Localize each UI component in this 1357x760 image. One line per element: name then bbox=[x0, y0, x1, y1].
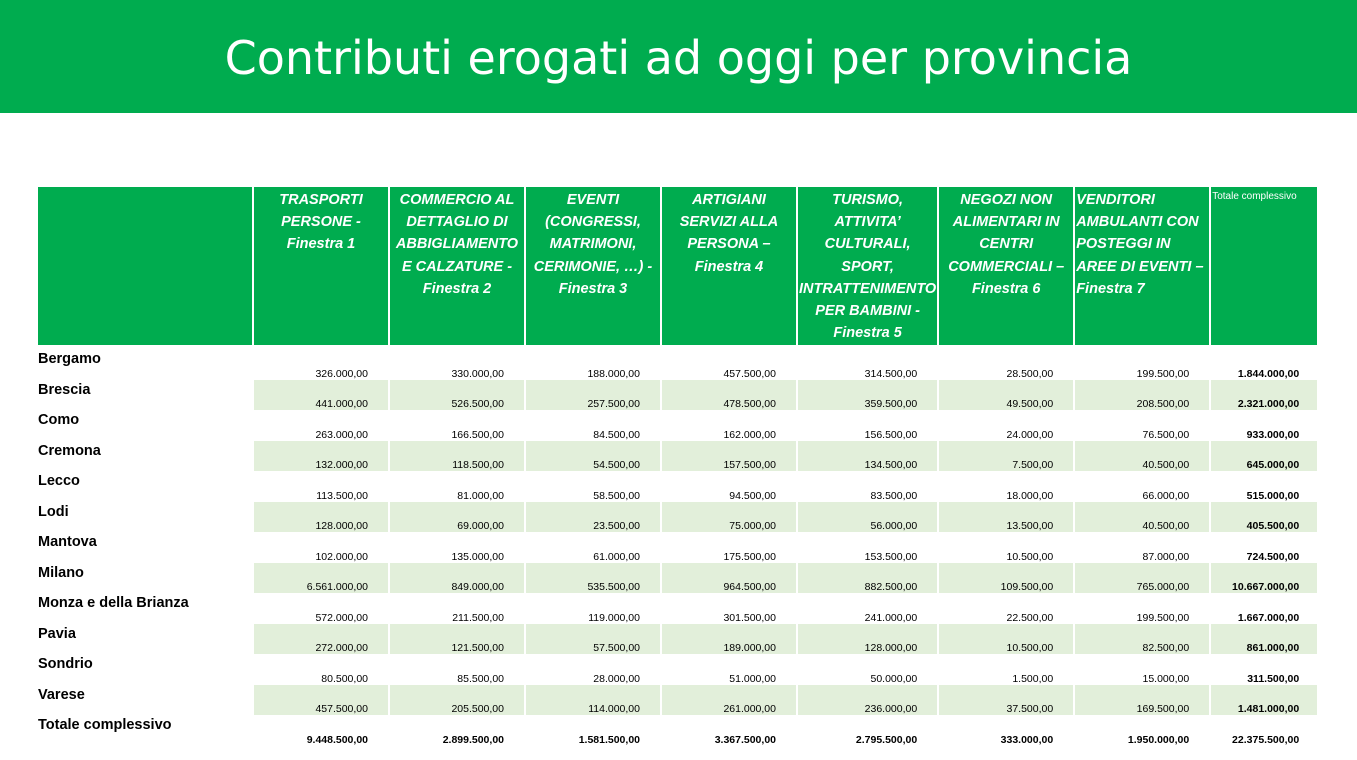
value-cell-finestra-6: 7.500,00 bbox=[938, 441, 1074, 472]
value-cell-finestra-2: 121.500,00 bbox=[389, 624, 525, 655]
value-cell-finestra-7: 76.500,00 bbox=[1074, 410, 1210, 441]
row-total-cell: 2.321.000,00 bbox=[1210, 380, 1317, 411]
value-cell-finestra-2: 849.000,00 bbox=[389, 563, 525, 594]
value-cell-finestra-4: 3.367.500,00 bbox=[661, 715, 797, 746]
value-cell-finestra-4: 175.500,00 bbox=[661, 532, 797, 563]
row-total-cell: 1.481.000,00 bbox=[1210, 685, 1317, 716]
value-cell-finestra-4: 301.500,00 bbox=[661, 593, 797, 624]
value-cell-finestra-4: 162.000,00 bbox=[661, 410, 797, 441]
value-cell-finestra-2: 81.000,00 bbox=[389, 471, 525, 502]
value-cell-finestra-7: 40.500,00 bbox=[1074, 502, 1210, 533]
table-row bbox=[38, 502, 1317, 533]
province-name: Bergamo bbox=[38, 345, 253, 380]
value-cell-finestra-5: 314.500,00 bbox=[797, 345, 938, 380]
value-cell-finestra-4: 51.000,00 bbox=[661, 654, 797, 685]
value-cell-finestra-1: 128.000,00 bbox=[253, 502, 389, 533]
value-cell-finestra-4: 75.000,00 bbox=[661, 502, 797, 533]
row-total-cell: 645.000,00 bbox=[1210, 441, 1317, 472]
value-cell-finestra-3: 257.500,00 bbox=[525, 380, 661, 411]
row-total-cell: 724.500,00 bbox=[1210, 532, 1317, 563]
value-cell-finestra-5: 83.500,00 bbox=[797, 471, 938, 502]
value-cell-finestra-1: 326.000,00 bbox=[253, 345, 389, 380]
value-cell-finestra-6: 333.000,00 bbox=[938, 715, 1074, 746]
value-cell-finestra-2: 118.500,00 bbox=[389, 441, 525, 472]
province-name: Cremona bbox=[38, 441, 253, 472]
value-cell-finestra-7: 15.000,00 bbox=[1074, 654, 1210, 685]
header-finestra-7: VENDITORI AMBULANTI CON POSTEGGI IN AREE DI EVENTI – Finestra 7 bbox=[1074, 187, 1210, 345]
value-cell-finestra-6: 37.500,00 bbox=[938, 685, 1074, 716]
value-cell-finestra-4: 94.500,00 bbox=[661, 471, 797, 502]
total-row bbox=[38, 715, 1317, 746]
province-name: Pavia bbox=[38, 624, 253, 655]
row-total-cell: 515.000,00 bbox=[1210, 471, 1317, 502]
value-cell-finestra-7: 765.000,00 bbox=[1074, 563, 1210, 594]
row-total-cell: 1.844.000,00 bbox=[1210, 345, 1317, 380]
province-name: Brescia bbox=[38, 380, 253, 411]
header-finestra-3: EVENTI (CONGRESSI, MATRIMONI, CERIMONIE, …) - Finestra 3 bbox=[525, 187, 661, 345]
header-finestra-2: COMMERCIO AL DETTAGLIO DI ABBIGLIAMENTO E CALZATURE - Finestra 2 bbox=[389, 187, 525, 345]
value-cell-finestra-4: 457.500,00 bbox=[661, 345, 797, 380]
value-cell-finestra-3: 57.500,00 bbox=[525, 624, 661, 655]
value-cell-finestra-1: 263.000,00 bbox=[253, 410, 389, 441]
value-cell-finestra-1: 441.000,00 bbox=[253, 380, 389, 411]
header-province bbox=[38, 187, 253, 345]
row-total-cell: 311.500,00 bbox=[1210, 654, 1317, 685]
table-header-row bbox=[38, 187, 1317, 345]
row-total-cell: 22.375.500,00 bbox=[1210, 715, 1317, 746]
value-cell-finestra-1: 457.500,00 bbox=[253, 685, 389, 716]
value-cell-finestra-4: 964.500,00 bbox=[661, 563, 797, 594]
value-cell-finestra-1: 80.500,00 bbox=[253, 654, 389, 685]
value-cell-finestra-1: 272.000,00 bbox=[253, 624, 389, 655]
value-cell-finestra-7: 82.500,00 bbox=[1074, 624, 1210, 655]
value-cell-finestra-3: 114.000,00 bbox=[525, 685, 661, 716]
province-name: Mantova bbox=[38, 532, 253, 563]
value-cell-finestra-4: 261.000,00 bbox=[661, 685, 797, 716]
table-row bbox=[38, 441, 1317, 472]
value-cell-finestra-6: 24.000,00 bbox=[938, 410, 1074, 441]
value-cell-finestra-3: 535.500,00 bbox=[525, 563, 661, 594]
value-cell-finestra-7: 199.500,00 bbox=[1074, 345, 1210, 380]
value-cell-finestra-7: 199.500,00 bbox=[1074, 593, 1210, 624]
table-row bbox=[38, 654, 1317, 685]
value-cell-finestra-3: 54.500,00 bbox=[525, 441, 661, 472]
value-cell-finestra-2: 166.500,00 bbox=[389, 410, 525, 441]
value-cell-finestra-5: 2.795.500,00 bbox=[797, 715, 938, 746]
value-cell-finestra-7: 66.000,00 bbox=[1074, 471, 1210, 502]
value-cell-finestra-2: 135.000,00 bbox=[389, 532, 525, 563]
value-cell-finestra-1: 572.000,00 bbox=[253, 593, 389, 624]
value-cell-finestra-5: 50.000,00 bbox=[797, 654, 938, 685]
header-total: Totale complessivo bbox=[1210, 187, 1317, 345]
value-cell-finestra-3: 58.500,00 bbox=[525, 471, 661, 502]
value-cell-finestra-3: 28.000,00 bbox=[525, 654, 661, 685]
value-cell-finestra-4: 189.000,00 bbox=[661, 624, 797, 655]
value-cell-finestra-2: 330.000,00 bbox=[389, 345, 525, 380]
value-cell-finestra-5: 134.500,00 bbox=[797, 441, 938, 472]
province-name: Lecco bbox=[38, 471, 253, 502]
value-cell-finestra-6: 109.500,00 bbox=[938, 563, 1074, 594]
header-finestra-4: ARTIGIANI SERVIZI ALLA PERSONA – Finestra 4 bbox=[661, 187, 797, 345]
value-cell-finestra-5: 56.000,00 bbox=[797, 502, 938, 533]
table-row bbox=[38, 471, 1317, 502]
value-cell-finestra-5: 156.500,00 bbox=[797, 410, 938, 441]
province-name: Monza e della Brianza bbox=[38, 593, 253, 624]
table-row bbox=[38, 624, 1317, 655]
row-total-cell: 10.667.000,00 bbox=[1210, 563, 1317, 594]
value-cell-finestra-2: 69.000,00 bbox=[389, 502, 525, 533]
value-cell-finestra-7: 1.950.000,00 bbox=[1074, 715, 1210, 746]
value-cell-finestra-2: 526.500,00 bbox=[389, 380, 525, 411]
province-name: Milano bbox=[38, 563, 253, 594]
header-finestra-5: TURISMO, ATTIVITA’ CULTURALI, SPORT, INTRATTENIMENTO PER BAMBINI - Finestra 5 bbox=[797, 187, 938, 345]
value-cell-finestra-6: 10.500,00 bbox=[938, 532, 1074, 563]
value-cell-finestra-5: 236.000,00 bbox=[797, 685, 938, 716]
value-cell-finestra-1: 6.561.000,00 bbox=[253, 563, 389, 594]
value-cell-finestra-6: 10.500,00 bbox=[938, 624, 1074, 655]
value-cell-finestra-5: 882.500,00 bbox=[797, 563, 938, 594]
value-cell-finestra-5: 241.000,00 bbox=[797, 593, 938, 624]
table-row bbox=[38, 563, 1317, 594]
table-row bbox=[38, 380, 1317, 411]
value-cell-finestra-3: 119.000,00 bbox=[525, 593, 661, 624]
value-cell-finestra-5: 128.000,00 bbox=[797, 624, 938, 655]
value-cell-finestra-6: 49.500,00 bbox=[938, 380, 1074, 411]
value-cell-finestra-2: 211.500,00 bbox=[389, 593, 525, 624]
value-cell-finestra-5: 359.500,00 bbox=[797, 380, 938, 411]
table-row bbox=[38, 593, 1317, 624]
value-cell-finestra-6: 13.500,00 bbox=[938, 502, 1074, 533]
value-cell-finestra-1: 102.000,00 bbox=[253, 532, 389, 563]
province-name: Totale complessivo bbox=[38, 715, 253, 746]
value-cell-finestra-1: 132.000,00 bbox=[253, 441, 389, 472]
row-total-cell: 405.500,00 bbox=[1210, 502, 1317, 533]
row-total-cell: 861.000,00 bbox=[1210, 624, 1317, 655]
row-total-cell: 1.667.000,00 bbox=[1210, 593, 1317, 624]
value-cell-finestra-2: 2.899.500,00 bbox=[389, 715, 525, 746]
table-row bbox=[38, 685, 1317, 716]
value-cell-finestra-6: 28.500,00 bbox=[938, 345, 1074, 380]
value-cell-finestra-6: 1.500,00 bbox=[938, 654, 1074, 685]
header-finestra-1: TRASPORTI PERSONE - Finestra 1 bbox=[253, 187, 389, 345]
page-title: Contributi erogati ad oggi per provincia bbox=[224, 31, 1133, 85]
value-cell-finestra-2: 205.500,00 bbox=[389, 685, 525, 716]
row-total-cell: 933.000,00 bbox=[1210, 410, 1317, 441]
value-cell-finestra-6: 22.500,00 bbox=[938, 593, 1074, 624]
value-cell-finestra-4: 157.500,00 bbox=[661, 441, 797, 472]
province-name: Sondrio bbox=[38, 654, 253, 685]
table-row bbox=[38, 532, 1317, 563]
value-cell-finestra-3: 23.500,00 bbox=[525, 502, 661, 533]
value-cell-finestra-7: 208.500,00 bbox=[1074, 380, 1210, 411]
value-cell-finestra-1: 113.500,00 bbox=[253, 471, 389, 502]
value-cell-finestra-7: 169.500,00 bbox=[1074, 685, 1210, 716]
value-cell-finestra-5: 153.500,00 bbox=[797, 532, 938, 563]
province-name: Como bbox=[38, 410, 253, 441]
table-row bbox=[38, 410, 1317, 441]
value-cell-finestra-3: 84.500,00 bbox=[525, 410, 661, 441]
value-cell-finestra-6: 18.000,00 bbox=[938, 471, 1074, 502]
value-cell-finestra-7: 40.500,00 bbox=[1074, 441, 1210, 472]
header-finestra-6: NEGOZI NON ALIMENTARI IN CENTRI COMMERCIALI – Finestra 6 bbox=[938, 187, 1074, 345]
contributions-table bbox=[38, 187, 1317, 746]
value-cell-finestra-4: 478.500,00 bbox=[661, 380, 797, 411]
table-row bbox=[38, 345, 1317, 380]
table-body bbox=[38, 345, 1317, 746]
value-cell-finestra-3: 61.000,00 bbox=[525, 532, 661, 563]
value-cell-finestra-3: 188.000,00 bbox=[525, 345, 661, 380]
value-cell-finestra-7: 87.000,00 bbox=[1074, 532, 1210, 563]
province-name: Varese bbox=[38, 685, 253, 716]
value-cell-finestra-1: 9.448.500,00 bbox=[253, 715, 389, 746]
value-cell-finestra-2: 85.500,00 bbox=[389, 654, 525, 685]
value-cell-finestra-3: 1.581.500,00 bbox=[525, 715, 661, 746]
province-name: Lodi bbox=[38, 502, 253, 533]
